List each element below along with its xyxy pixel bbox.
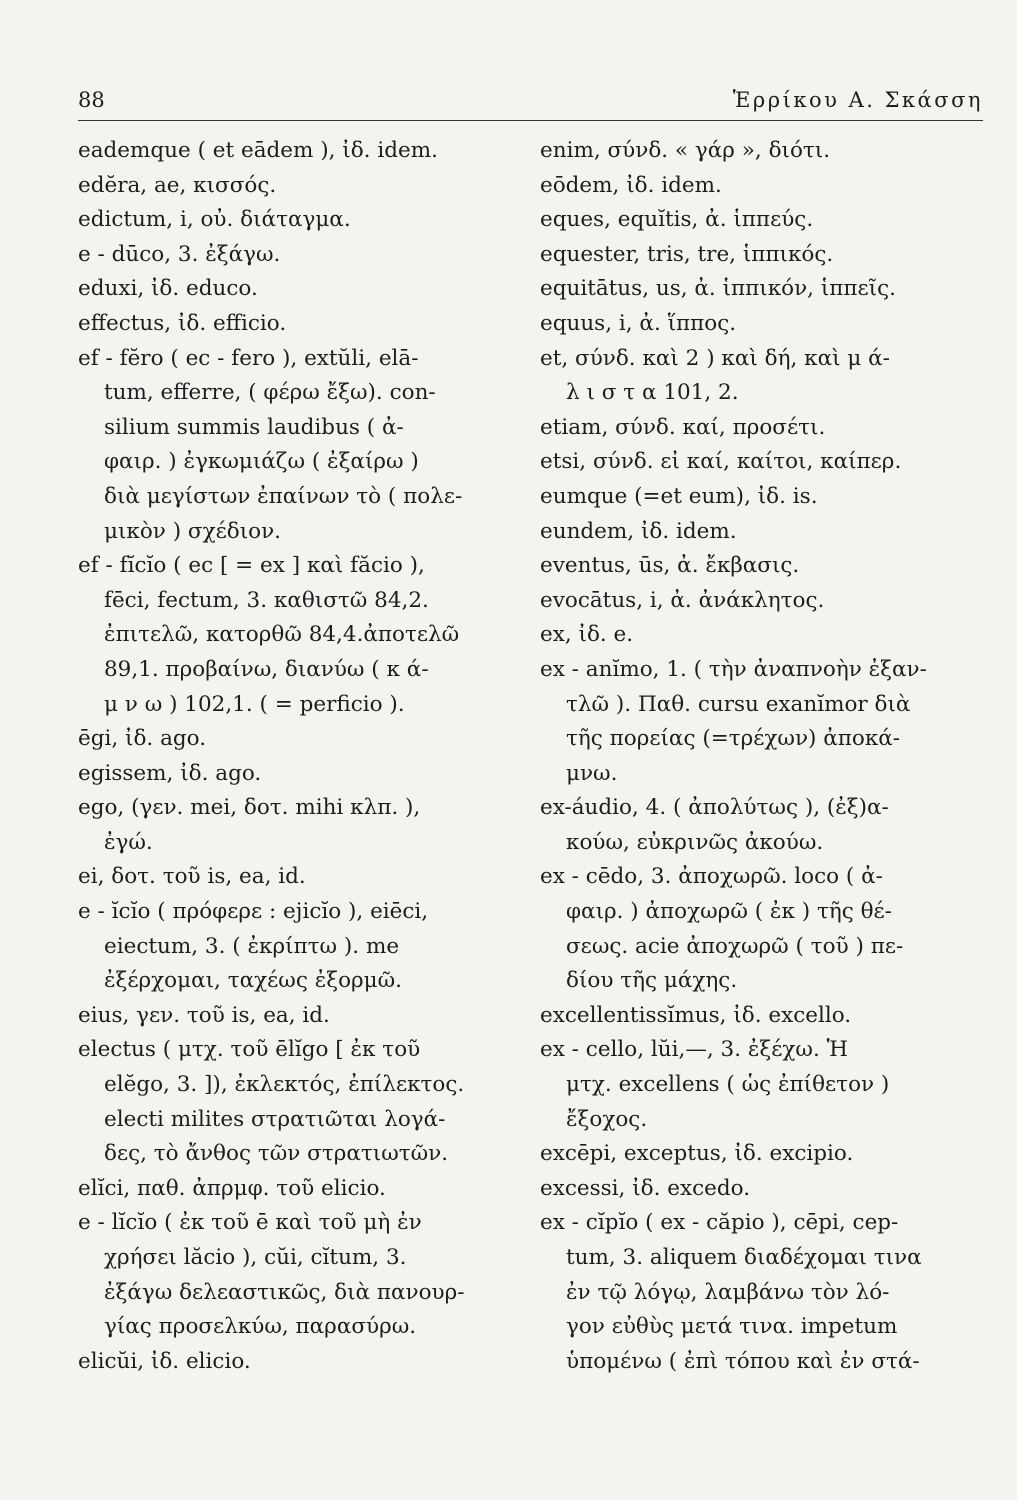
entry-continuation-line: γίας προσελκύω, παρασύρω. — [104, 1314, 417, 1340]
entry-continuation-line: ἐγώ. — [104, 829, 153, 855]
entry-continuation-line: ἐν τῷ λόγῳ, λαμβάνω τὸν λό- — [566, 1279, 890, 1305]
entry-line: ex - cĭpĭo ( ex - căpio ), cēpi, cep- — [540, 1210, 899, 1236]
header-rule — [78, 120, 983, 121]
entry-line: et, σύνδ. καὶ 2 ) καὶ δή, καὶ μ ά- — [540, 345, 890, 371]
page-header — [78, 88, 983, 118]
entry-line: ex - cello, lŭi,—, 3. ἐξέχω. Ἡ — [540, 1037, 848, 1063]
entry-line: eius, γεν. τοῦ is, ea, id. — [78, 1002, 330, 1028]
entry-continuation-line: τλῶ ). Παθ. cursu exanĭmor διὰ — [566, 691, 911, 717]
entry-line: enim, σύνδ. « γάρ », διότι. — [540, 138, 831, 163]
entry-line: eundem, ἰδ. idem. — [540, 518, 737, 544]
entry-line: excēpi, exceptus, ἰδ. excipio. — [540, 1141, 854, 1167]
running-title: Ἑρρίκου Α. Σκάσση — [732, 88, 983, 112]
entry-continuation-line: κούω, εὐκρινῶς ἀκούω. — [566, 829, 824, 855]
entry-line: e - ĭcĭo ( πρόφερε : ejicĭo ), eiēci, — [78, 899, 429, 925]
entry-line: e - lĭcĭo ( ἐκ τοῦ ē καὶ τοῦ μὴ ἐν — [78, 1210, 422, 1236]
entry-line: etsi, σύνδ. εἰ καί, καίτοι, καίπερ. — [540, 449, 902, 475]
entry-line: elicŭi, ἰδ. elicio. — [78, 1348, 251, 1374]
page-number: 88 — [78, 88, 105, 112]
entry-continuation-line: tum, 3. aliquem διαδέχομαι τινα — [566, 1245, 922, 1270]
entry-line: eques, equĭtis, ἀ. ἱππεύς. — [540, 207, 814, 233]
entry-line: ex-áudio, 4. ( ἀπολύτως ), (ἐξ)α- — [540, 795, 889, 821]
entry-line: effectus, ἰδ. efficio. — [78, 310, 287, 336]
entry-line: eōdem, ἰδ. idem. — [540, 172, 722, 198]
entry-continuation-line: ἐξέρχομαι, ταχέως ἐξορμῶ. — [104, 968, 403, 994]
entry-continuation-line: φαιρ. ) ἐγκωμιάζω ( ἐξαίρω ) — [104, 449, 419, 475]
entry-line: ēgi, ἰδ. ago. — [78, 726, 207, 752]
entry-continuation-line: silium summis laudibus ( ἀ- — [104, 414, 404, 440]
entry-line: ef - fĕro ( ec - fero ), extŭli, elā- — [78, 345, 419, 371]
entry-continuation-line: ἐπιτελῶ, κατορθῶ 84,4.ἀποτελῶ — [104, 622, 460, 648]
entry-continuation-line: διὰ μεγίστων ἐπαίνων τὸ ( πολε- — [104, 483, 463, 509]
entry-line: eventus, ūs, ἀ. ἔκβασις. — [540, 553, 800, 579]
entry-line: ego, (γεν. mei, δοτ. mihi κλπ. ), — [78, 795, 421, 821]
entry-line: equester, tris, tre, ἱππικός. — [540, 241, 834, 267]
entry-line: evocātus, i, ἀ. ἀνάκλητος. — [540, 587, 825, 613]
entry-continuation-line: φαιρ. ) ἀποχωρῶ ( ἐκ ) τῆς θέ- — [566, 899, 892, 925]
entry-line: ex - cēdo, 3. ἀποχωρῶ. loco ( ἀ- — [540, 864, 883, 890]
entry-line: e - dūco, 3. ἐξάγω. — [78, 241, 281, 267]
entry-continuation-line: eiectum, 3. ( ἐκρίπτω ). me — [104, 933, 400, 959]
entry-line: ei, δοτ. τοῦ is, ea, id. — [78, 864, 306, 890]
left-column — [78, 134, 518, 1379]
entry-line: eumque (=et eum), ἰδ. is. — [540, 483, 818, 509]
entry-continuation-line: tum, efferre, ( φέρω ἔξω). con- — [104, 380, 436, 406]
entry-continuation-line: 89,1. προβαίνω, διανύω ( κ ά- — [104, 656, 429, 682]
entry-line: elĭci, παθ. ἀπρμφ. τοῦ elicio. — [78, 1175, 386, 1201]
entry-line: edictum, i, οὐ. διάταγμα. — [78, 207, 351, 233]
entry-line: equus, i, ἀ. ἵππος. — [540, 310, 737, 336]
entry-line: electus ( μτχ. τοῦ ēlĭgo [ ἐκ τοῦ — [78, 1037, 421, 1063]
entry-line: excessi, ἰδ. excedo. — [540, 1175, 751, 1201]
entry-continuation-line: σεως. acie ἀποχωρῶ ( τοῦ ) πε- — [566, 933, 904, 959]
entry-line: eduxi, ἰδ. educo. — [78, 276, 258, 302]
entry-line: etiam, σύνδ. καί, προσέτι. — [540, 414, 826, 440]
entry-continuation-line: χρήσει lăcio ), cŭi, cĭtum, 3. — [104, 1245, 407, 1270]
entry-line: ef - fĭcĭo ( ec [ = ex ] καὶ făcio ), — [78, 553, 425, 579]
entry-line: equitātus, us, ἀ. ἱππικόν, ἱππεῖς. — [540, 276, 896, 302]
right-column — [540, 134, 980, 1379]
entry-continuation-line: μ ν ω ) 102,1. ( = perficio ). — [104, 691, 405, 717]
entry-continuation-line: ὑπομένω ( ἐπὶ τόπου καὶ ἐν στά- — [566, 1348, 920, 1374]
entry-continuation-line: electi milites στρατιῶται λογά- — [104, 1106, 446, 1132]
entry-continuation-line: μτχ. excellens ( ὡς ἐπίθετον ) — [566, 1072, 890, 1098]
entry-line: egissem, ἰδ. ago. — [78, 760, 262, 786]
entry-continuation-line: μνω. — [566, 760, 618, 786]
entry-continuation-line: δίου τῆς μάχης. — [566, 968, 738, 994]
entry-line: excellentissĭmus, ἰδ. excello. — [540, 1002, 852, 1028]
entry-continuation-line: γον εὐθὺς μετά τινα. impetum — [566, 1314, 898, 1340]
entry-line: ex, ἰδ. e. — [540, 622, 634, 648]
entry-line: edĕra, ae, κισσός. — [78, 172, 277, 198]
entry-line: eademque ( et eādem ), ἰδ. idem. — [78, 138, 438, 163]
entry-continuation-line: elĕgo, 3. ]), ἐκλεκτός, ἐπίλεκτος. — [104, 1072, 465, 1098]
entry-continuation-line: ἐξάγω δελεαστικῶς, διὰ πανουρ- — [104, 1279, 465, 1305]
entry-continuation-line: fēci, fectum, 3. καθιστῶ 84,2. — [104, 587, 429, 613]
entry-continuation-line: μικὸν ) σχέδιον. — [104, 518, 281, 544]
entry-continuation-line: λ ι σ τ α 101, 2. — [566, 380, 739, 406]
entry-continuation-line: δες, τὸ ἄνθος τῶν στρατιωτῶν. — [104, 1141, 449, 1167]
entry-continuation-line: ἔξοχος. — [566, 1106, 648, 1132]
entry-line: ex - anĭmo, 1. ( τὴν ἀναπνοὴν ἐξαν- — [540, 656, 927, 682]
entry-continuation-line: τῆς πορείας (=τρέχων) ἀποκά- — [566, 726, 901, 752]
